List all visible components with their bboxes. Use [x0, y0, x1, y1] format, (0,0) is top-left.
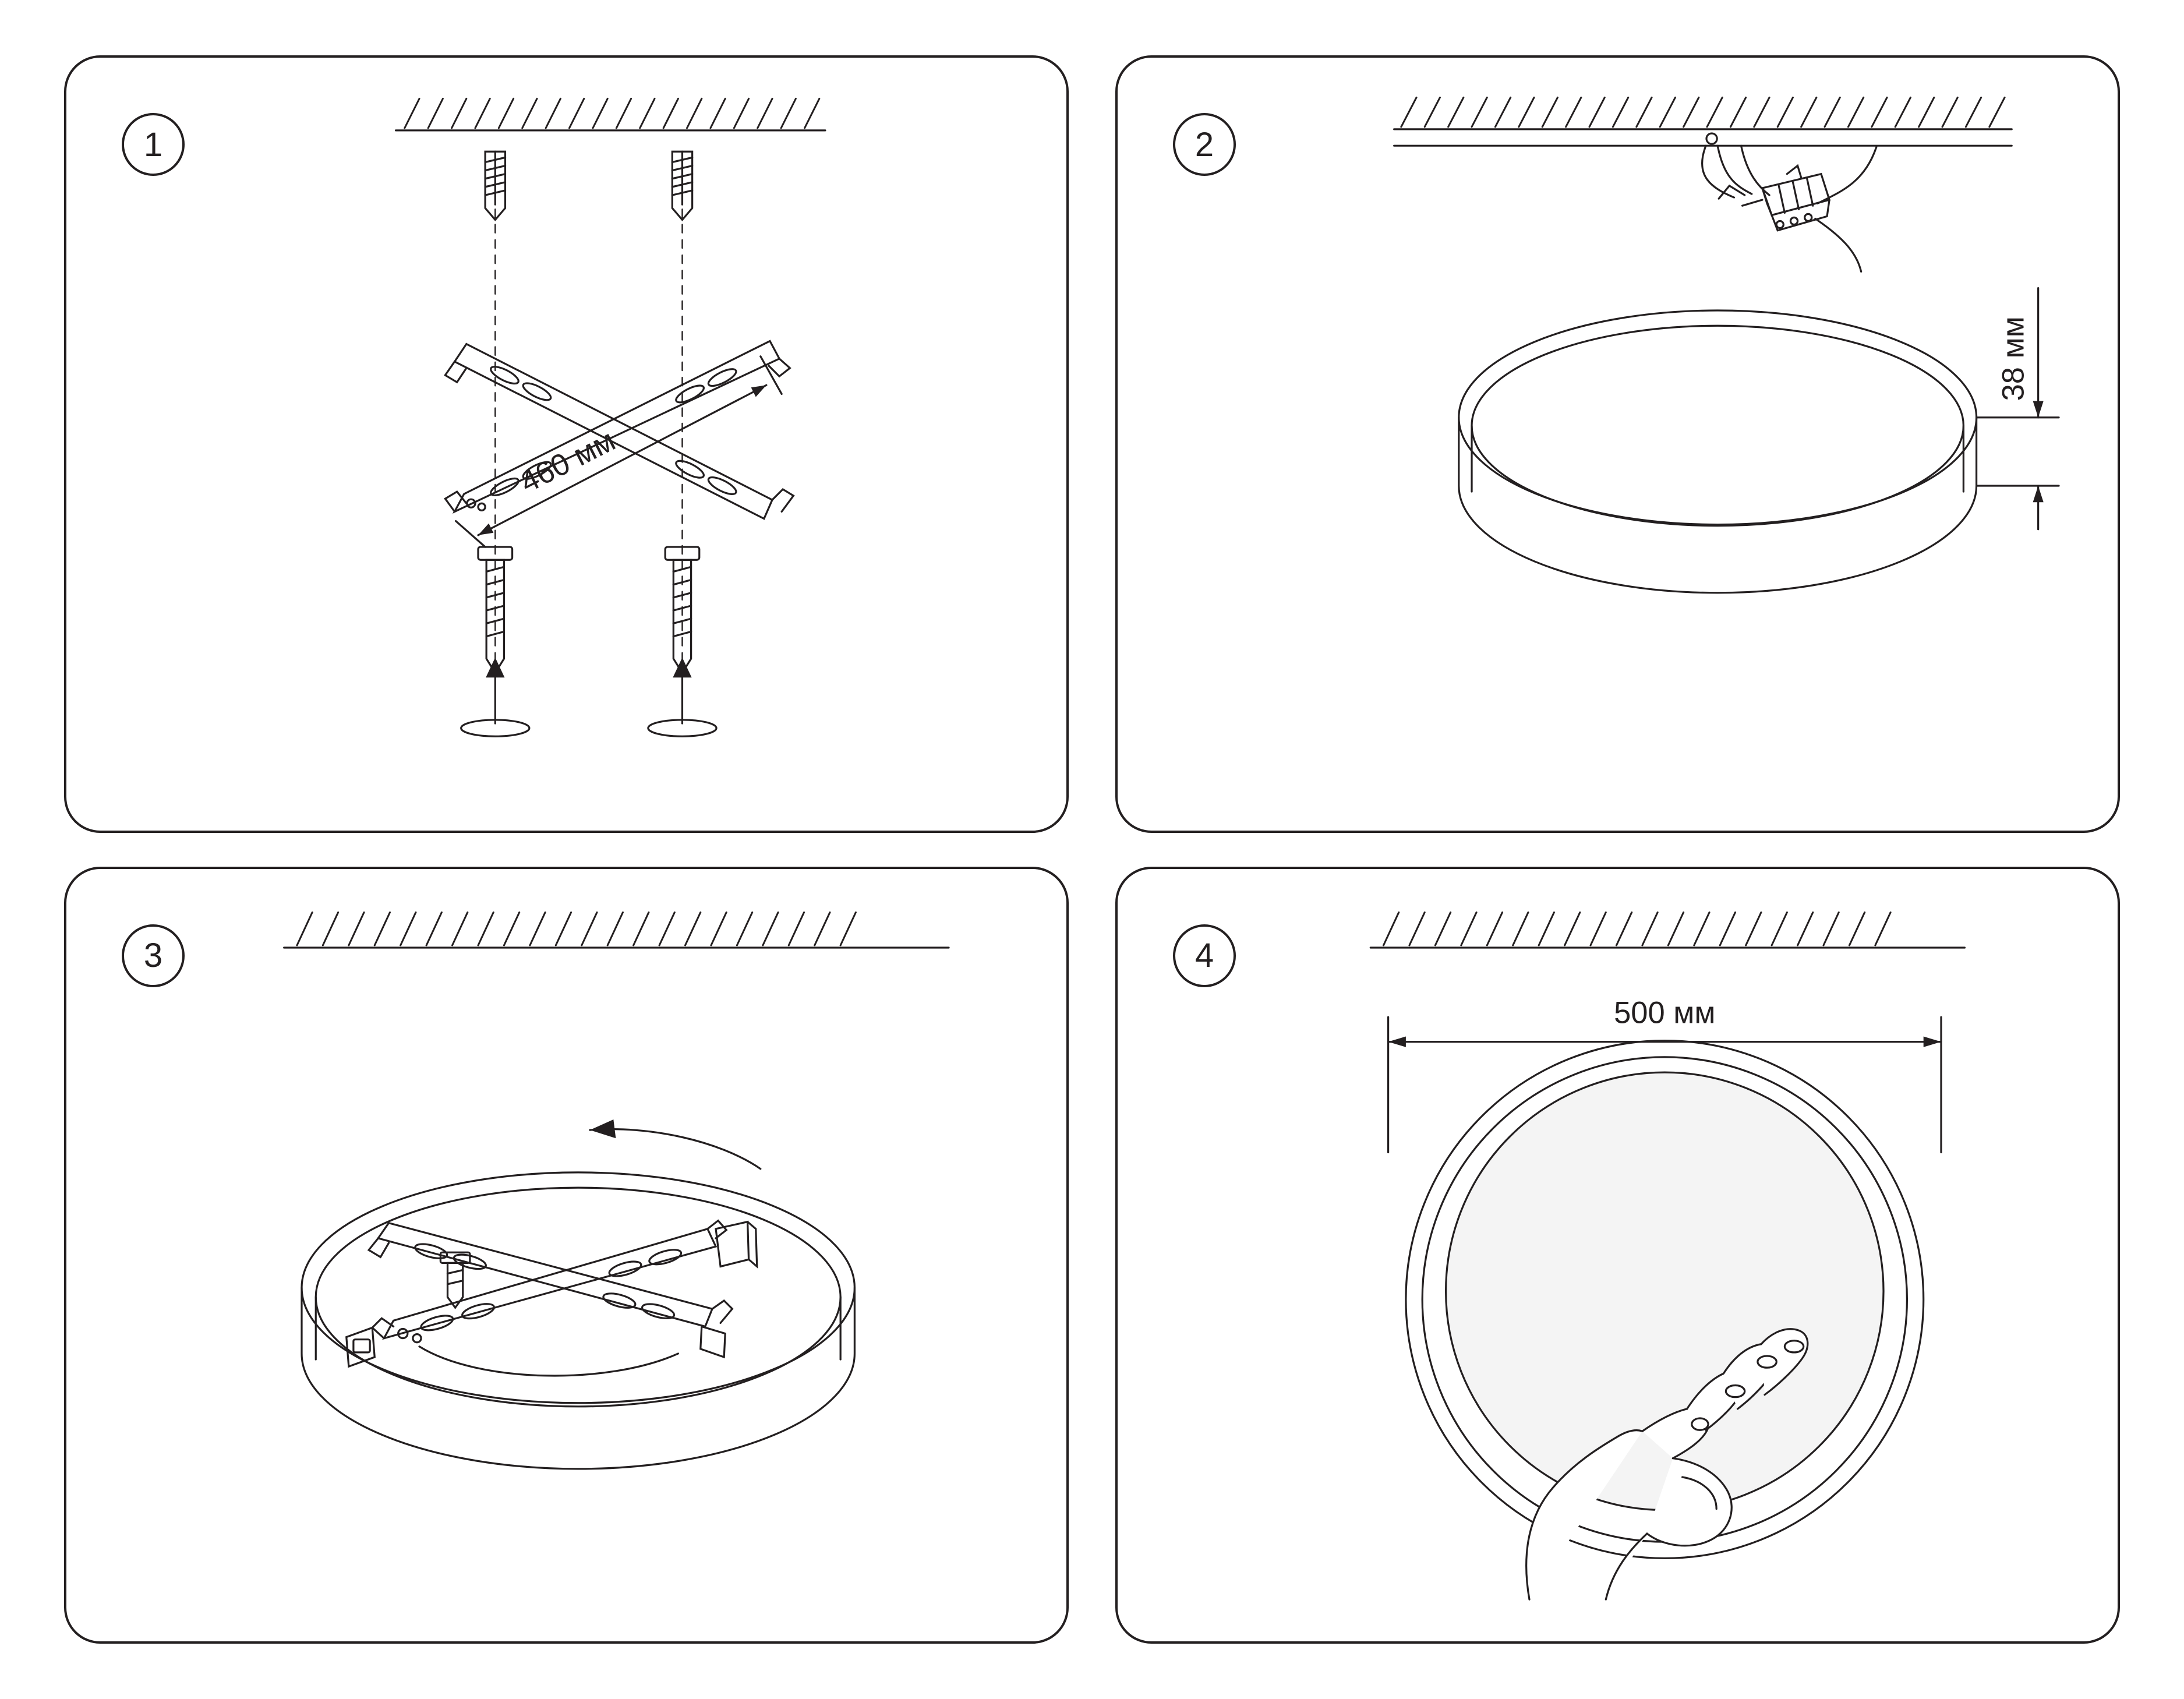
luminaire-housing [1459, 310, 1977, 593]
step-badge-1: 1 [122, 113, 185, 176]
dimension-label-500: 500 мм [1614, 995, 1716, 1030]
cross-bracket [445, 341, 793, 519]
dimension-label-38: 38 мм [1996, 316, 2031, 401]
step-badge-4: 4 [1173, 924, 1236, 987]
panel-1-artwork [66, 58, 1066, 831]
panel-step-4 [1115, 867, 2120, 1644]
dimension-label-460: 460 мм [514, 423, 621, 500]
rotation-arrow [590, 1119, 761, 1168]
panel-step-1 [64, 55, 1069, 833]
wire [419, 1346, 678, 1375]
panel-4-artwork [1118, 869, 2118, 1642]
step-badge-2: 2 [1173, 113, 1236, 176]
wires [1702, 146, 1876, 271]
terminal-block [1719, 166, 1829, 231]
step-badge-3: 3 [122, 924, 185, 987]
panel-3-artwork [66, 869, 1066, 1642]
panel-step-2 [1115, 55, 2120, 833]
diffuser [1406, 1040, 1924, 1558]
cross-bracket [347, 1220, 757, 1366]
panel-step-3 [64, 867, 1069, 1644]
install-arrow-right [648, 658, 716, 736]
panel-2-artwork [1118, 58, 2118, 831]
install-arrow-left [461, 658, 529, 736]
